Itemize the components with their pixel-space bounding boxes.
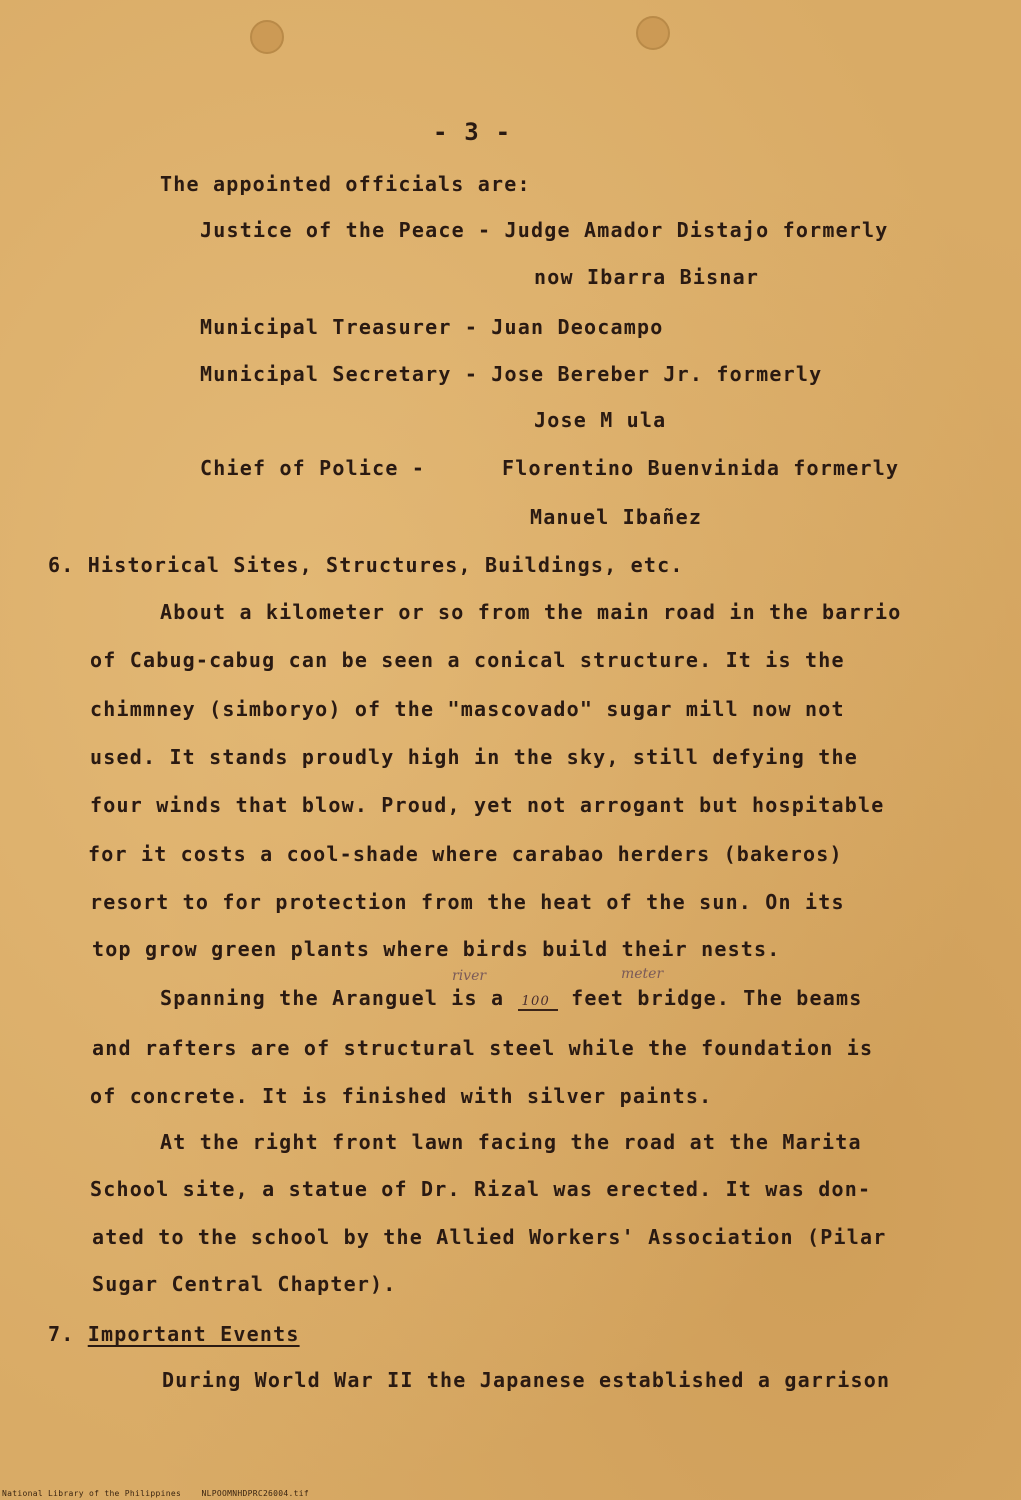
- official-justice: Justice of the Peace - Judge Amador Distajo formerly: [200, 218, 889, 242]
- page-number: - 3 -: [433, 118, 512, 146]
- punch-hole-right: [636, 16, 670, 50]
- statue-line: School site, a statue of Dr. Rizal was erected. It was don-: [90, 1177, 872, 1201]
- official-police-label: Chief of Police -: [200, 456, 426, 480]
- section-7-line: During World War II the Japanese established a garrison: [162, 1368, 891, 1392]
- bridge-is: is a: [438, 986, 518, 1010]
- official-police-former: Manuel Ibañez: [530, 505, 703, 529]
- statue-line: At the right front lawn facing the road at the Marita: [160, 1130, 862, 1154]
- handwritten-length: 100: [518, 994, 558, 1011]
- statue-line: Sugar Central Chapter).: [92, 1272, 397, 1296]
- official-secretary: Municipal Secretary - Jose Bereber Jr. formerly: [200, 362, 823, 386]
- official-secretary-former: Jose M ula: [534, 408, 667, 432]
- section-7-title: Important Events: [87, 1322, 300, 1346]
- section-6-heading: 6. Historical Sites, Structures, Buildings, etc.: [48, 553, 684, 577]
- footer-filename: NLPOOMNHDPRC26004.tif: [201, 1489, 309, 1498]
- bridge-line: of concrete. It is finished with silver paints.: [90, 1084, 713, 1108]
- handwritten-insert-meter: meter: [621, 966, 664, 982]
- officials-intro: The appointed officials are:: [160, 172, 531, 196]
- section-7-heading: [48, 1322, 300, 1346]
- official-treasurer: Municipal Treasurer - Juan Deocampo: [200, 315, 664, 339]
- section-6-line: top grow green plants where birds build their nests.: [92, 937, 781, 961]
- bridge-line: and rafters are of structural steel while the foundation is: [92, 1036, 874, 1060]
- section-6-line: used. It stands proudly high in the sky, still defying the: [90, 745, 858, 769]
- scan-footer: [2, 1489, 309, 1498]
- punch-hole-left: [250, 20, 284, 54]
- bridge-line: [160, 986, 862, 1010]
- section-6-line: for it costs a cool-shade where carabao herders (bakeros): [88, 842, 843, 866]
- footer-library: National Library of the Philippines: [2, 1489, 182, 1498]
- section-6-line: of Cabug-cabug can be seen a conical structure. It is the: [90, 648, 845, 672]
- section-6-line: four winds that blow. Proud, yet not arrogant but hospitable: [90, 793, 885, 817]
- section-6-line: About a kilometer or so from the main road in the barrio: [160, 600, 902, 624]
- section-6-line: resort to for protection from the heat of the sun. On its: [90, 890, 845, 914]
- handwritten-insert-river: river: [452, 968, 487, 984]
- section-7-number: 7.: [48, 1322, 75, 1346]
- bridge-start: Spanning the Aranguel: [160, 986, 439, 1010]
- bridge-rest: feet bridge. The beams: [557, 986, 863, 1010]
- official-justice-now: now Ibarra Bisnar: [534, 265, 760, 289]
- section-6-line: chimmney (simboryo) of the "mascovado" sugar mill now not: [90, 697, 845, 721]
- official-police-name: Florentino Buenvinida formerly: [502, 456, 900, 480]
- statue-line: ated to the school by the Allied Workers' Association (Pilar: [92, 1225, 887, 1249]
